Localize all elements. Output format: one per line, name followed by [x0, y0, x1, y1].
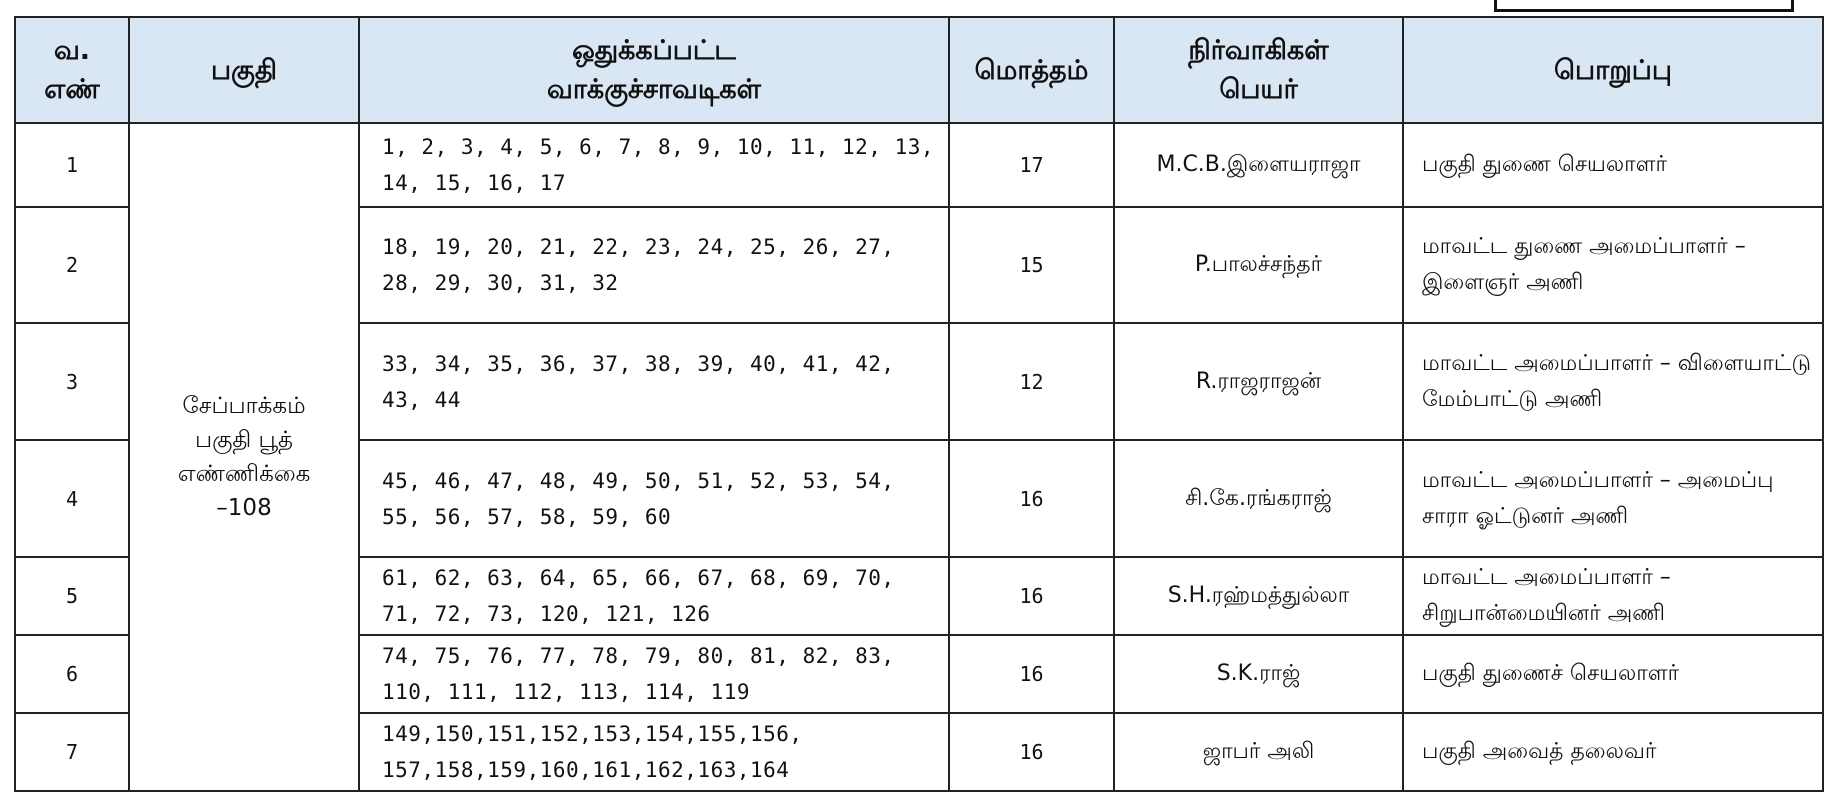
- cell-sno: 4: [15, 440, 129, 557]
- cell-admin: S.H.ரஹ்மத்துல்லா: [1114, 557, 1403, 635]
- header-booths-line1: ஒதுக்கப்பட்ட: [572, 35, 736, 66]
- area-line-2: பகுதி பூத்: [194, 427, 293, 453]
- header-admins-line1: நிர்வாகிகள்: [1188, 35, 1329, 66]
- header-booths: [359, 17, 949, 123]
- cell-booths: 1, 2, 3, 4, 5, 6, 7, 8, 9, 10, 11, 12, 13, 14, 15, 16, 17: [359, 123, 949, 207]
- cell-sno: 2: [15, 207, 129, 323]
- cell-responsibility: பகுதி துணை செயலாளர்: [1403, 123, 1823, 207]
- header-sno-line2: எண்: [44, 74, 100, 105]
- cell-booths: 149,150,151,152,153,154,155,156, 157,158,159,160,161,162,163,164: [359, 713, 949, 791]
- cell-booths: 45, 46, 47, 48, 49, 50, 51, 52, 53, 54, 55, 56, 57, 58, 59, 60: [359, 440, 949, 557]
- cell-total: 16: [949, 440, 1114, 557]
- cell-admin: M.C.B.இளையராஜா: [1114, 123, 1403, 207]
- cell-total: 16: [949, 557, 1114, 635]
- cell-total: 15: [949, 207, 1114, 323]
- cell-sno: 3: [15, 323, 129, 440]
- header-row: [15, 17, 1823, 123]
- cell-sno: 5: [15, 557, 129, 635]
- header-responsibility: பொறுப்பு: [1403, 17, 1823, 123]
- area-line-4: –108: [216, 495, 272, 521]
- cell-admin: R.ராஜராஜன்: [1114, 323, 1403, 440]
- header-booths-line2: வாக்குச்சாவடிகள்: [546, 74, 762, 105]
- cell-total: 16: [949, 635, 1114, 713]
- cell-total: 17: [949, 123, 1114, 207]
- cell-responsibility: மாவட்ட அமைப்பாளர் – சிறுபான்மையினர் அணி: [1403, 557, 1823, 635]
- cell-booths: 61, 62, 63, 64, 65, 66, 67, 68, 69, 70, 71, 72, 73, 120, 121, 126: [359, 557, 949, 635]
- cell-area: [129, 123, 359, 791]
- cell-admin: ஜாபர் அலி: [1114, 713, 1403, 791]
- cell-total: 16: [949, 713, 1114, 791]
- cell-booths: 18, 19, 20, 21, 22, 23, 24, 25, 26, 27, 28, 29, 30, 31, 32: [359, 207, 949, 323]
- table-row: [15, 123, 1823, 207]
- cell-admin: S.K.ராஜ்: [1114, 635, 1403, 713]
- header-sno-line1: வ.: [53, 35, 91, 66]
- header-area: பகுதி: [129, 17, 359, 123]
- cell-booths: 74, 75, 76, 77, 78, 79, 80, 81, 82, 83, 110, 111, 112, 113, 114, 119: [359, 635, 949, 713]
- cell-responsibility: மாவட்ட அமைப்பாளர் – விளையாட்டு மேம்பாட்டு அணி: [1403, 323, 1823, 440]
- cell-responsibility: மாவட்ட துணை அமைப்பாளர் – இளைஞர் அணி: [1403, 207, 1823, 323]
- header-admins-line2: பெயர்: [1219, 74, 1298, 105]
- cell-admin: சி.கே.ரங்கராஜ்: [1114, 440, 1403, 557]
- cell-sno: 6: [15, 635, 129, 713]
- cell-responsibility: பகுதி அவைத் தலைவர்: [1403, 713, 1823, 791]
- cell-total: 12: [949, 323, 1114, 440]
- header-total: மொத்தம்: [949, 17, 1114, 123]
- cell-sno: 1: [15, 123, 129, 207]
- cell-responsibility: மாவட்ட அமைப்பாளர் – அமைப்பு சாரா ஓட்டுனர் அணி: [1403, 440, 1823, 557]
- header-admins: [1114, 17, 1403, 123]
- top-right-box: [1494, 0, 1794, 12]
- cell-booths: 33, 34, 35, 36, 37, 38, 39, 40, 41, 42, 43, 44: [359, 323, 949, 440]
- booth-allocation-table: [14, 16, 1824, 792]
- area-line-3: எண்ணிக்கை: [177, 461, 311, 487]
- cell-sno: 7: [15, 713, 129, 791]
- area-line-1: சேப்பாக்கம்: [182, 393, 306, 419]
- cell-admin: P.பாலச்சந்தர்: [1114, 207, 1403, 323]
- cell-responsibility: பகுதி துணைச் செயலாளர்: [1403, 635, 1823, 713]
- header-sno: [15, 17, 129, 123]
